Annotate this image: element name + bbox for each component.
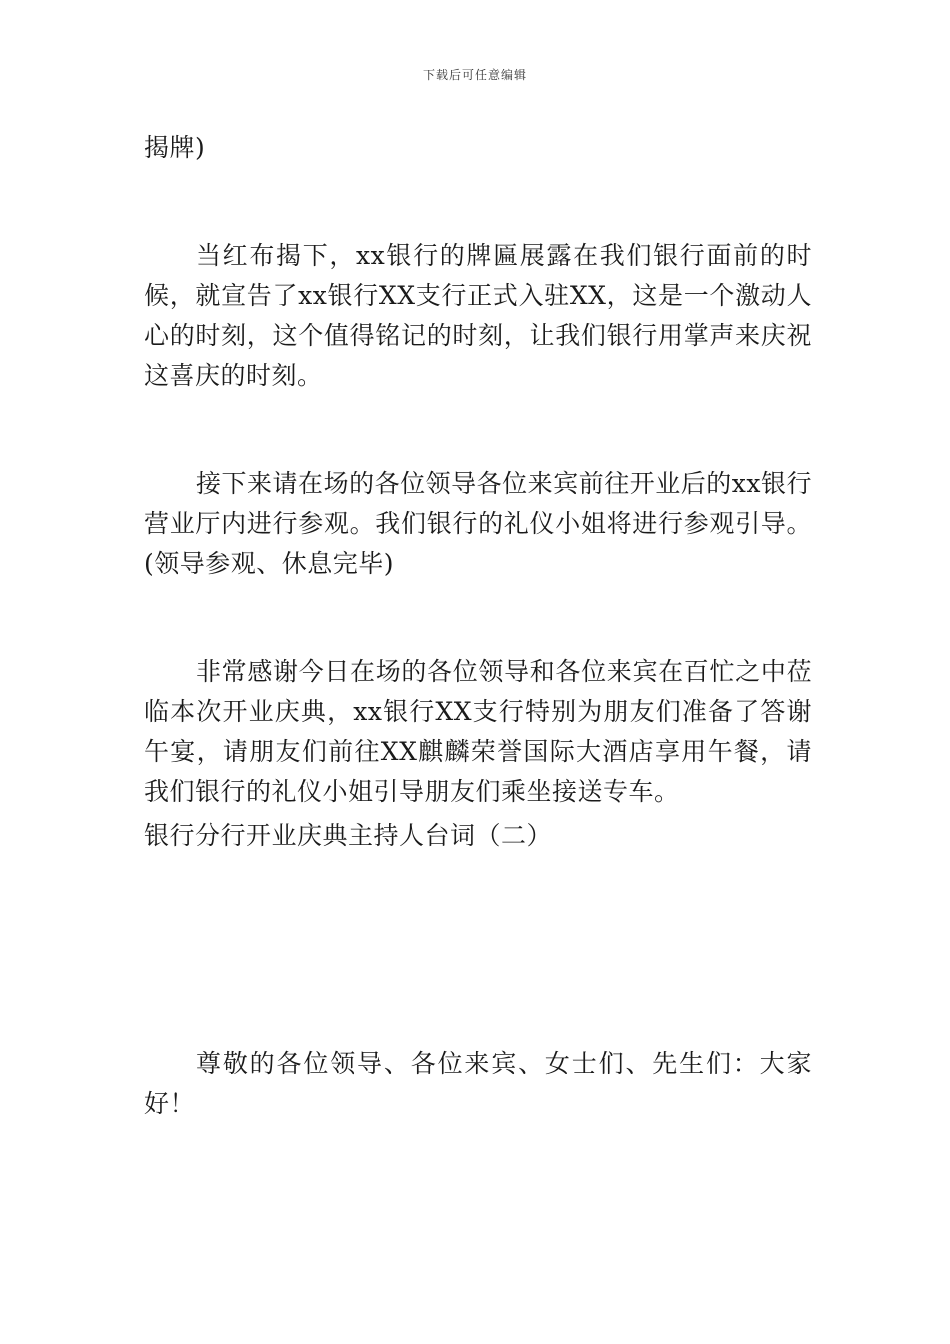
paragraph-unveiling: 当红布揭下，xx银行的牌匾展露在我们银行面前的时候，就宣告了xx银行XX支行正式入驻XX，这是一个激动人心的时刻，这个值得铭记的时刻，让我们银行用掌声来庆祝这喜庆的时刻。: [144, 241, 812, 390]
page-header: 下载后可任意编辑: [422, 68, 527, 82]
paragraph-thanks: 非常感谢今日在场的各位领导和各位来宾在百忙之中莅临本次开业庆典，xx银行XX支行特别为朋友们准备了答谢午宴，请朋友们前往XX麒麟荣誉国际大酒店享用午餐，请我们银行的礼仪小姐引导朋友们乘坐接送专车。: [144, 657, 812, 806]
paragraph-unveiling-end: 揭牌): [144, 133, 206, 162]
paragraph-visit: 接下来请在场的各位领导各位来宾前往开业后的xx银行营业厅内进行参观。我们银行的礼仪小姐将进行参观引导。(领导参观、休息完毕): [144, 469, 812, 578]
document-body: [144, 128, 812, 1124]
section-title: 银行分行开业庆典主持人台词（二）: [144, 821, 553, 850]
paragraph-greeting: 尊敬的各位领导、各位来宾、女士们、先生们：大家好！: [144, 1049, 812, 1118]
